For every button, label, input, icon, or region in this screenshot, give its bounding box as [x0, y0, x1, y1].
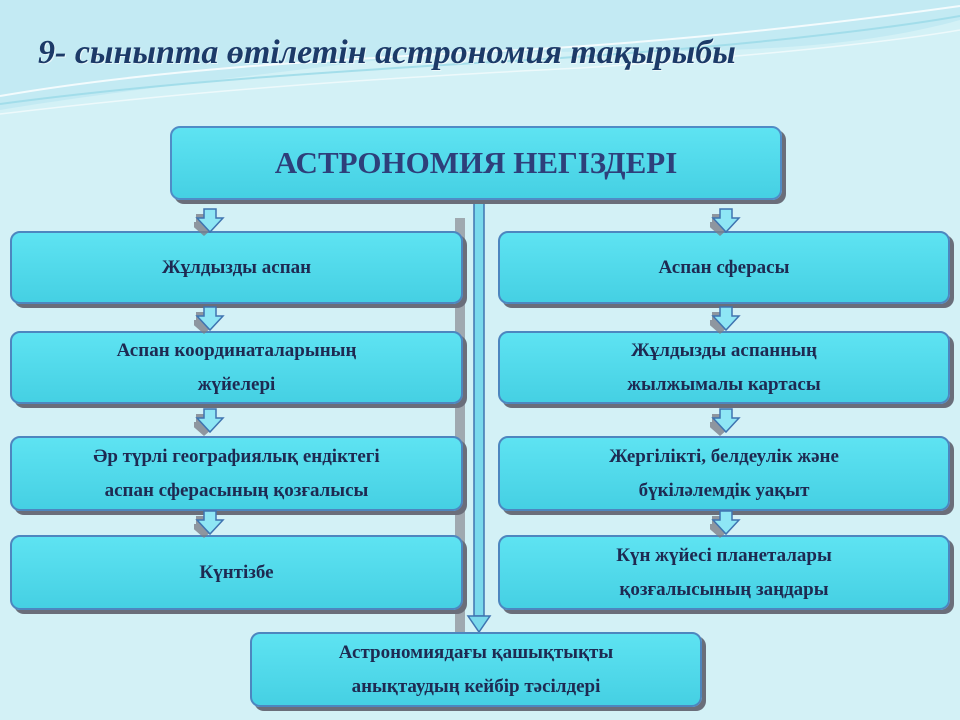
- down-arrow-icon: [710, 408, 742, 436]
- right-topic-box-1: [498, 231, 950, 304]
- left-topic-label: Жұлдызды аспан: [161, 256, 312, 278]
- left-topic-box-2: [10, 331, 463, 404]
- slide-title: 9- сыныпта өтілетін астрономия тақырыбы: [38, 34, 736, 71]
- down-arrow-icon: [194, 510, 226, 538]
- down-arrow-icon: [194, 208, 226, 236]
- left-topic-label: Әр түрлі географиялық ендіктегі аспан сферасының қозғалысы: [93, 445, 380, 501]
- right-topic-box-4: [498, 535, 950, 610]
- bottom-topic-box: [250, 632, 702, 707]
- right-topic-label: Жергілікті, белдеулік және бүкіләлемдік уақыт: [609, 445, 839, 501]
- main-topic-label: АСТРОНОМИЯ НЕГІЗДЕРІ: [274, 145, 678, 180]
- main-topic-box: [170, 126, 782, 200]
- down-arrow-icon: [710, 208, 742, 236]
- right-topic-label: Жұлдызды аспанның жылжымалы картасы: [627, 339, 821, 395]
- left-topic-box-1: [10, 231, 463, 304]
- left-topic-label: Күнтізбе: [199, 561, 274, 583]
- left-topic-box-4: [10, 535, 463, 610]
- left-topic-label: Аспан координаталарының жүйелері: [116, 339, 357, 395]
- left-topic-box-3: [10, 436, 463, 511]
- bottom-topic-label: Астрономиядағы қашықтықты анықтаудың кейбір тәсілдері: [338, 641, 614, 697]
- down-arrow-icon: [194, 408, 226, 436]
- right-topic-box-3: [498, 436, 950, 511]
- right-topic-label: Күн жүйесі планеталары қозғалысының заңдары: [616, 544, 832, 600]
- down-arrow-icon: [710, 306, 742, 334]
- down-arrow-icon: [710, 510, 742, 538]
- down-arrow-icon: [194, 306, 226, 334]
- right-topic-box-2: [498, 331, 950, 404]
- right-topic-label: Аспан сферасы: [658, 256, 790, 278]
